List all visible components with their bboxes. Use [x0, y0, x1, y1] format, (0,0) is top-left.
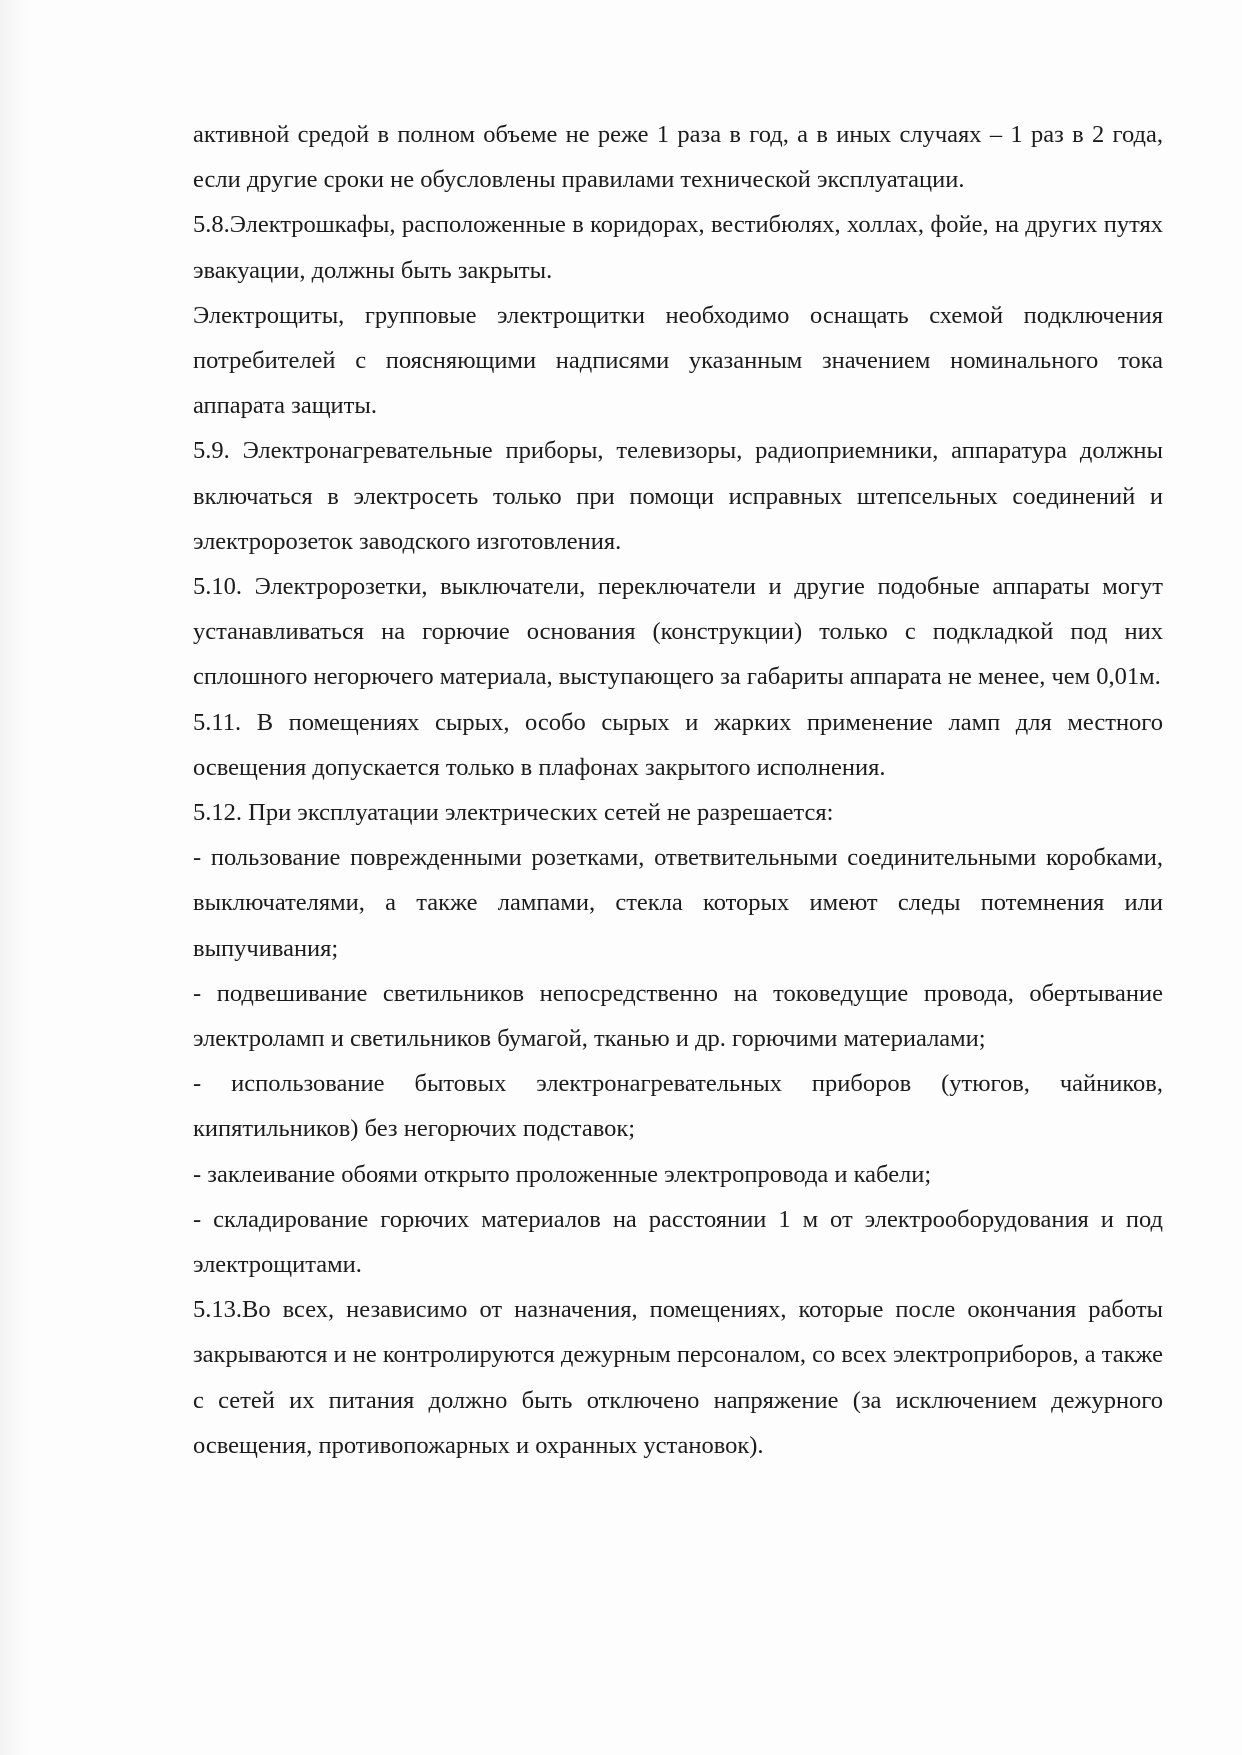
paragraph-5-8: 5.8.Электрошкафы, расположенные в коридорах, вестибюлях, холлах, фойе, на других путях эвакуации, должны быть закрыты. — [193, 211, 1163, 284]
scan-edge-shadow — [0, 0, 30, 1755]
list-item-storage-materials: - складирование горючих материалов на расстоянии 1 м от электрооборудования и под электрощитами. — [193, 1205, 1163, 1279]
paragraph-5-10: 5.10. Электророзетки, выключатели, переключатели и другие подобные аппараты могут устанавливаться на горючие основания (конструкции) только с подкладкой под них сплошного негорючего материала, выступающего за габариты аппарата не менее, чем 0,01м. — [193, 573, 1163, 691]
list-item-heating-appliances: - использование бытовых электронагревательных приборов (утюгов, чайников, кипятильников) без негорючих подставок; — [193, 1070, 1163, 1143]
paragraph-electrical-panels: Электрощиты, групповые электрощитки необходимо оснащать схемой подключения потребителей с поясняющими надписями указанным значением номинального тока аппарата защиты. — [193, 301, 1163, 420]
list-item-hanging-lights: - подвешивание светильников непосредственно на токоведущие провода, обертывание электроламп и светильников бумагой, тканью и др. горючими материалами; — [193, 979, 1163, 1053]
paragraph-5-9: 5.9. Электронагревательные приборы, телевизоры, радиоприемники, аппаратура должны включаться в электросеть только при помощи исправных штепсельных соединений и электророзеток заводского изготовления. — [193, 437, 1163, 555]
list-item-wallpaper-wiring: - заклеивание обоями открыто проложенные электропровода и кабели; — [193, 1160, 932, 1188]
paragraph-5-13: 5.13.Во всех, независимо от назначения, помещениях, которые после окончания работы закрываются и не контролируются дежурным персоналом, со всех электроприборов, а также с сетей их питания должно быть отключено напряжение (за исключением дежурного освещения, противопожарных и охранных установок). — [193, 1296, 1163, 1459]
paragraph-5-11: 5.11. В помещениях сырых, особо сырых и жарких применение ламп для местного освещения допускается только в плафонах закрытого исполнения. — [193, 708, 1163, 781]
paragraph-continuation: активной средой в полном объеме не реже 1 раза в год, а в иных случаях – 1 раз в 2 года, если другие сроки не обусловлены правилами технической эксплуатации. — [193, 121, 1163, 194]
list-item-damaged-sockets: - пользование поврежденными розетками, ответвительными соединительными коробками, выключателями, а также лампами, стекла которых имеют следы потемнения или выпучивания; — [193, 844, 1163, 962]
document-body — [193, 112, 1163, 1468]
paragraph-5-12: 5.12. При эксплуатации электрических сетей не разрешается: — [193, 799, 834, 827]
